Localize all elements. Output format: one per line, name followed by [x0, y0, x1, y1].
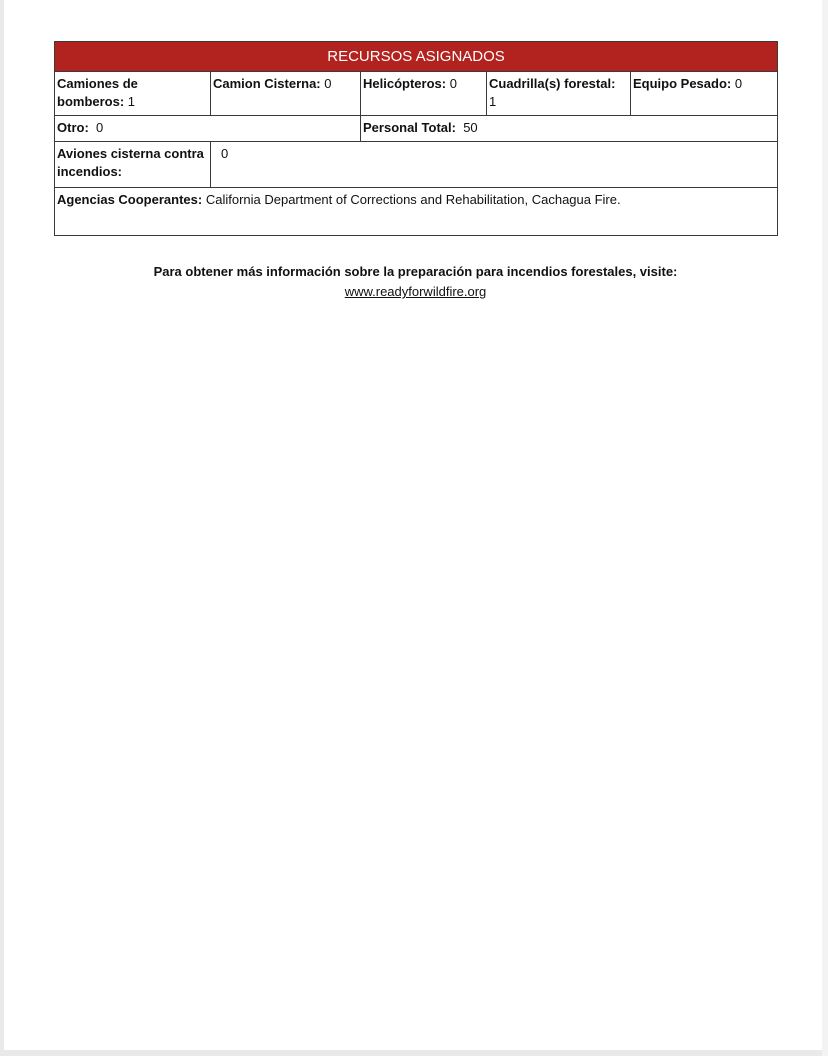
equipo-value: 0: [734, 76, 743, 91]
helicopteros-cell: [361, 72, 487, 116]
camiones-cell: [55, 72, 211, 116]
cisterna-cell: [211, 72, 361, 116]
cisterna-value: 0: [324, 76, 332, 91]
helicopteros-value: 0: [449, 76, 457, 91]
agencias-label: Agencias Cooperantes:: [57, 192, 203, 207]
aviones-label-cell: [55, 142, 211, 188]
table-row: [55, 116, 778, 142]
cuadrilla-cell: [487, 72, 631, 116]
cisterna-label: Camion Cisterna:: [213, 76, 321, 91]
helicopteros-label: Helicópteros:: [363, 76, 447, 91]
personal-value: 50: [463, 120, 478, 135]
aviones-value: 0: [221, 146, 229, 161]
table-row: [55, 142, 778, 188]
table-header-row: [55, 42, 778, 72]
table-row: [55, 72, 778, 116]
aviones-value-cell: [211, 142, 778, 188]
resources-table: [54, 41, 778, 236]
cuadrilla-label: Cuadrilla(s) forestal:: [489, 76, 616, 91]
wildfire-link[interactable]: www.readyforwildfire.org: [344, 284, 487, 299]
otro-value: 0: [96, 120, 104, 135]
equipo-cell: [631, 72, 778, 116]
otro-cell: [55, 116, 361, 142]
agencias-cell: [55, 188, 778, 236]
footer-note: [54, 262, 777, 302]
camiones-value: 1: [127, 94, 136, 109]
camiones-label: Camiones de bomberos:: [57, 76, 138, 109]
equipo-label: Equipo Pesado:: [633, 76, 732, 91]
agencias-value: California Department of Corrections and Rehabilitation, Cachagua Fire.: [205, 192, 621, 207]
table-title-text: RECURSOS ASIGNADOS: [327, 48, 505, 65]
cuadrilla-value: 1: [489, 94, 497, 109]
personal-cell: [361, 116, 778, 142]
otro-label: Otro:: [57, 120, 89, 135]
footer-lead-text: Para obtener más información sobre la preparación para incendios forestales, visite:: [153, 264, 678, 279]
personal-label: Personal Total:: [363, 120, 456, 135]
table-row: [55, 188, 778, 236]
table-title: [55, 42, 778, 72]
aviones-label: Aviones cisterna contra incendios:: [57, 146, 204, 179]
page-edge: [822, 0, 828, 1056]
